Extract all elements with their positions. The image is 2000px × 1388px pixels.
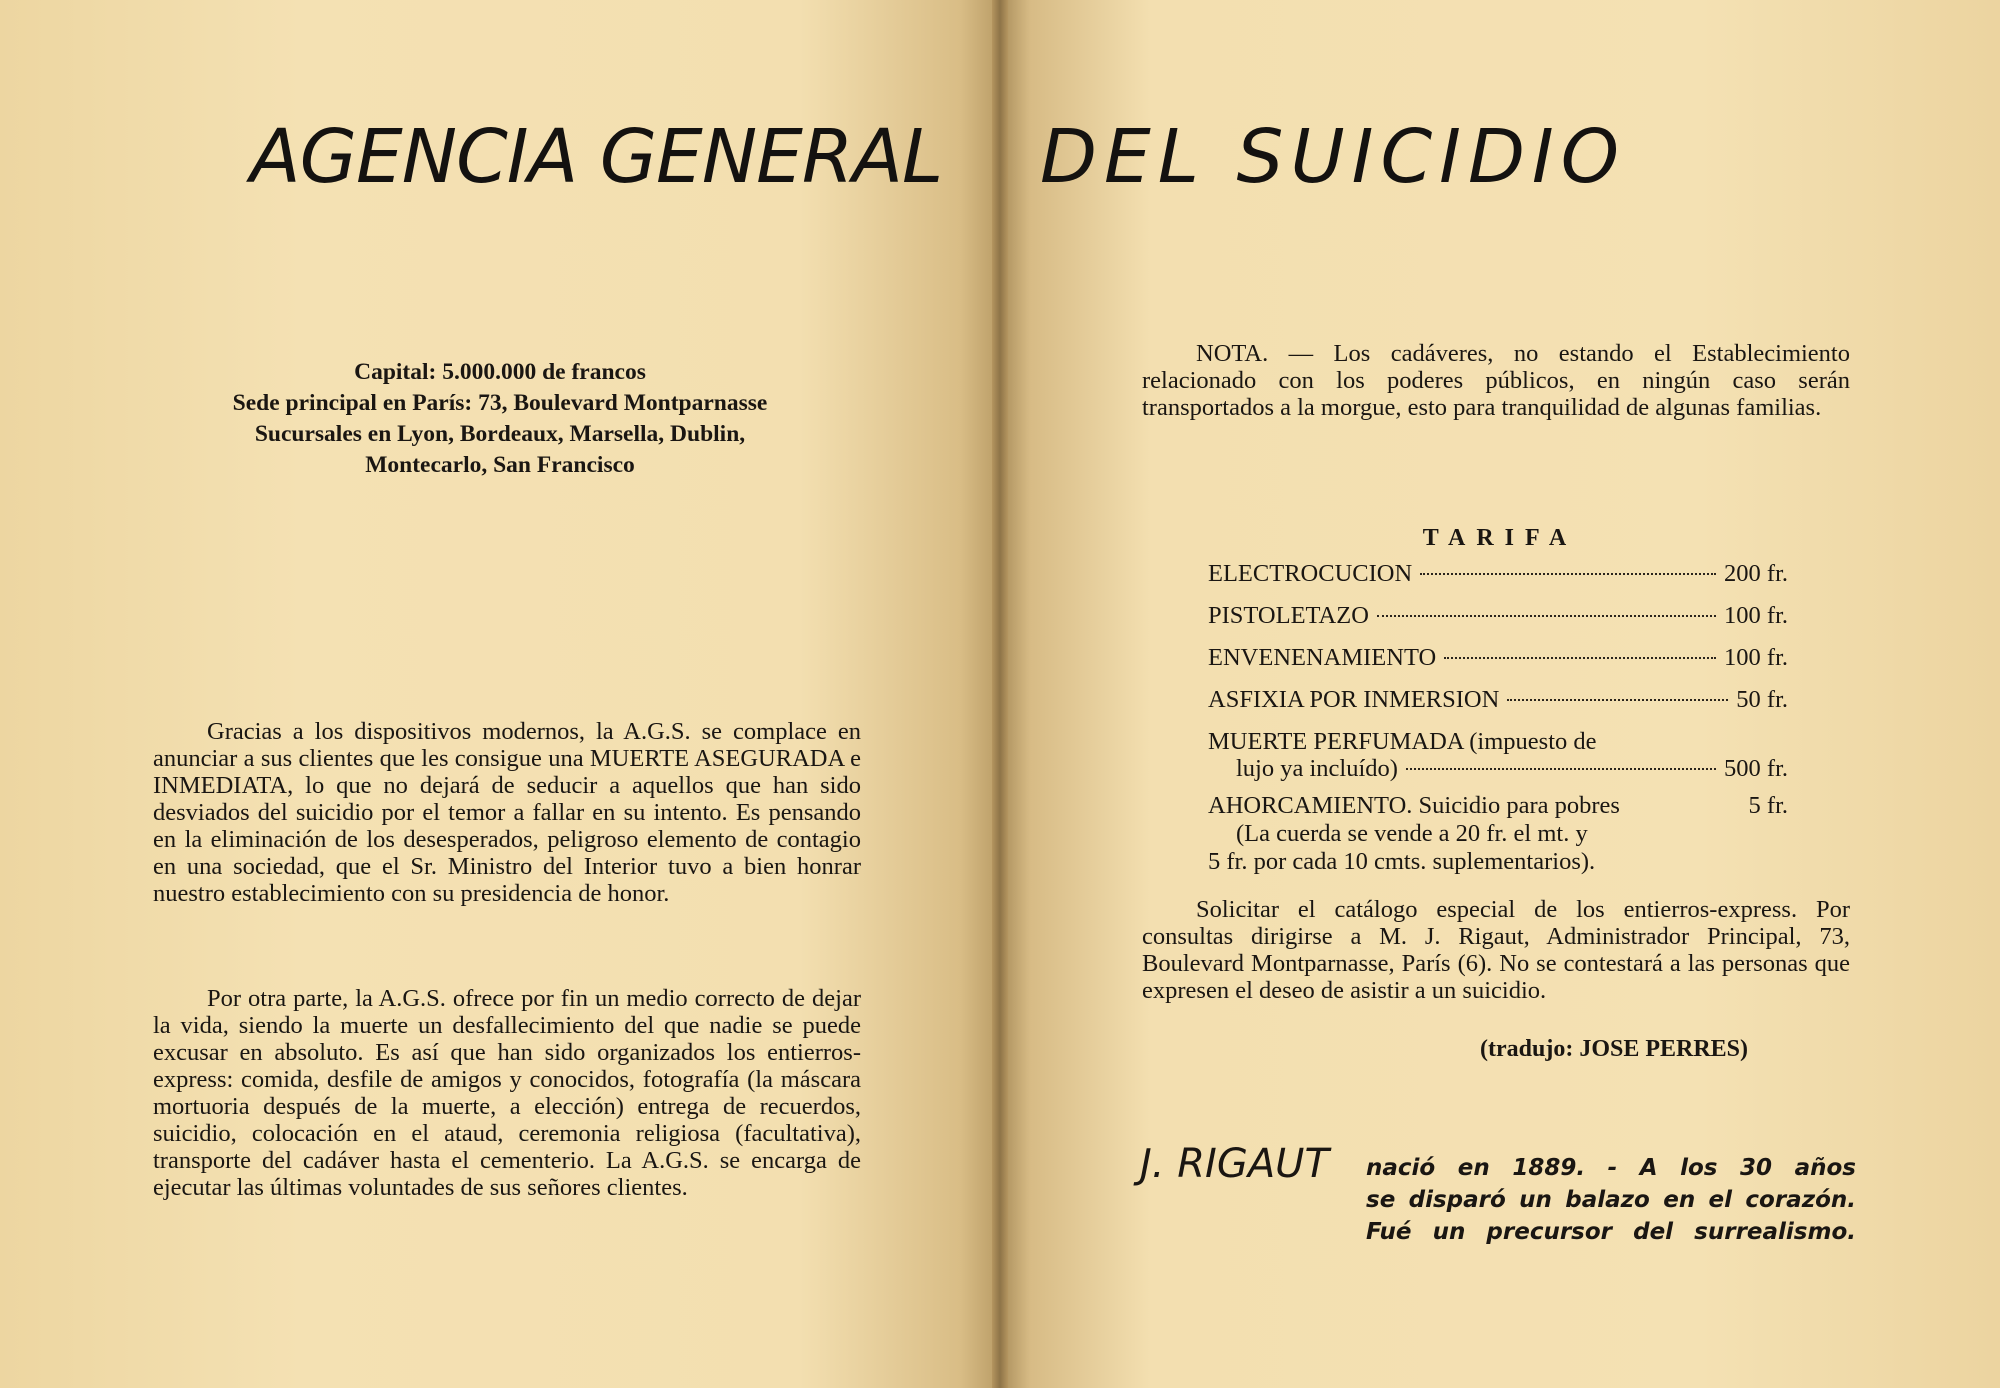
- paragraph-por-otra-parte: Por otra parte, la A.G.S. ofrece por fin un medio correcto de dejar la vida, siendo la muerte un desfallecimiento del que nadie se puede excusar en absoluto. Es así que han sido organizados los entierros-express: comida, desfile de amigos y conocidos, fotografía (la máscara mortuoria después de la muerte, a elección) entrega de recuerdos, suicidio, colocación en el ataud, ceremonia religiosa (facultativa), transporte del cadáver hasta el cementerio. La A.G.S. se encarga de ejecutar las últimas voluntades de sus señores clientes.: [153, 985, 861, 1201]
- paragraph-nota: NOTA. — Los cadáveres, no estando el Establecimiento relacionado con los poderes públicos, en ningún caso serán transportados a la morgue, esto para tranquilidad de algunas familias.: [1142, 340, 1850, 421]
- tarifa-item-perfumada: [1208, 728, 1788, 782]
- perfumada-price: 500 fr.: [1724, 755, 1788, 782]
- ahorcamiento-row: [1208, 792, 1788, 820]
- ahorcamiento-note-2: 5 fr. por cada 10 cmts. suplementarios).: [1208, 848, 1596, 875]
- tarifa-item-name: ENVENENAMIENTO: [1208, 644, 1437, 671]
- perfumada-line-2-row: [1208, 755, 1788, 782]
- author-name: J. RIGAUT: [1140, 1141, 1329, 1187]
- perfumada-line-1: MUERTE PERFUMADA (impuesto de: [1208, 728, 1597, 755]
- dot-leader: [1507, 699, 1728, 701]
- bio-line-2: se disparó un balazo en el corazón.: [1366, 1187, 1856, 1213]
- tarifa-item-name: PISTOLETAZO: [1208, 602, 1369, 629]
- tarifa-item: [1208, 602, 1788, 644]
- dot-leader: [1377, 615, 1716, 617]
- paragraph-gracias: Gracias a los dispositivos modernos, la A.G.S. se complace en anunciar a sus clientes que les consigue una MUERTE ASEGURADA e INMEDIATA, lo que no dejará de seducir a aquellos que han sido desviados del suicidio por el temor a fallar en su intento. Es pensando en la eliminación de los desesperados, peligroso elemento de contagio en una sociedad, que el Sr. Ministro del Interior tuvo a bien honrar nuestro establecimiento con su presidencia de honor.: [153, 718, 861, 907]
- tarifa-item-price: 50 fr.: [1736, 686, 1788, 713]
- tarifa-item: [1208, 686, 1788, 728]
- tarifa-item-name: ELECTROCUCION: [1208, 560, 1413, 587]
- title-left: AGENCIA GENERAL: [250, 114, 943, 200]
- sede-line: Sede principal en París: 73, Boulevard Montparnasse: [232, 390, 768, 416]
- ahorcamiento-price: 5 fr.: [1748, 792, 1788, 819]
- perfumada-line-2: lujo ya incluído): [1236, 755, 1398, 782]
- tarifa-item-ahorcamiento: [1208, 792, 1788, 876]
- tarifa-item-price: 100 fr.: [1724, 644, 1788, 671]
- company-header: [150, 357, 850, 481]
- tarifa-item-name: ASFIXIA POR INMERSION: [1208, 686, 1500, 713]
- translator-credit: (tradujo: JOSE PERRES): [1480, 1036, 1749, 1062]
- bio-line-1: nació en 1889. - A los 30 años: [1366, 1155, 1856, 1181]
- tarifa-item-price: 200 fr.: [1724, 560, 1788, 587]
- sucursales-line-1: Sucursales en Lyon, Bordeaux, Marsella, Dublin,: [254, 421, 746, 447]
- tarifa-item: [1208, 560, 1788, 602]
- ahorcamiento-name: AHORCAMIENTO. Suicidio para pobres: [1208, 792, 1620, 819]
- sucursales-line-2: Montecarlo, San Francisco: [365, 452, 635, 478]
- book-gutter: [992, 0, 1008, 1388]
- author-bio: [1366, 1152, 1856, 1248]
- dot-leader: [1420, 573, 1716, 575]
- tarifa-list: [1208, 560, 1788, 876]
- tarifa-item-price: 100 fr.: [1724, 602, 1788, 629]
- dot-leader: [1406, 768, 1716, 770]
- dot-leader: [1444, 657, 1716, 659]
- tarifa-title: TARIFA: [1422, 525, 1578, 551]
- bio-line-3: Fué un precursor del surrealismo.: [1366, 1219, 1856, 1245]
- tarifa-item: [1208, 644, 1788, 686]
- paragraph-solicitar: Solicitar el catálogo especial de los entierros-express. Por consultas dirigirse a M. J. Rigaut, Administrador Principal, 73, Boulevard Montparnasse, París (6). No se contestará a las personas que expresen el deseo de asistir a un suicidio.: [1142, 896, 1850, 1004]
- title-right: DEL SUICIDIO: [1040, 114, 1626, 200]
- capital-line: Capital: 5.000.000 de francos: [354, 359, 646, 385]
- ahorcamiento-note-1: (La cuerda se vende a 20 fr. el mt. y: [1236, 820, 1588, 847]
